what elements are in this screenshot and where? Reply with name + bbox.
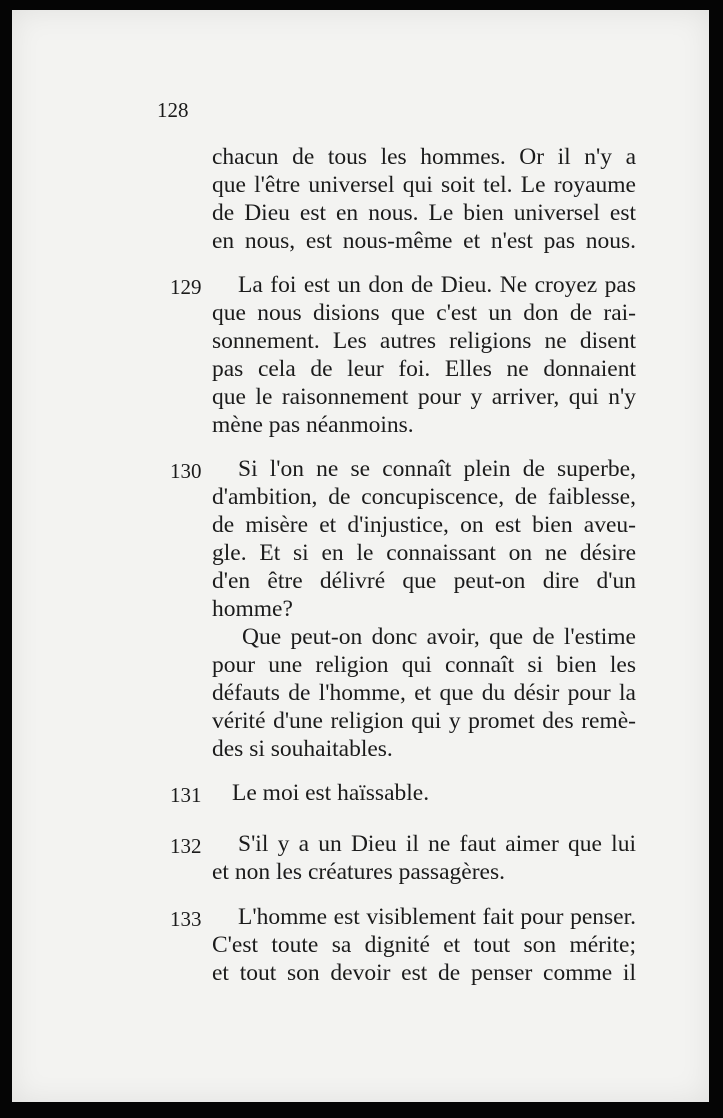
text-line: défauts de l'homme, et que du désir pour la [212, 680, 636, 706]
text-line: L'homme est visiblement fait pour penser. [238, 904, 636, 930]
fragment-number: 133 [170, 907, 202, 931]
text-line: en nous, est nous-même et n'est pas nous. [212, 228, 636, 254]
text-line: d'ambition, de concupiscence, de faiblesse, [212, 484, 636, 510]
text-line: et tout son devoir est de penser comme il [212, 960, 636, 986]
fragment-number: 130 [170, 459, 202, 483]
text-line: que nous disions que c'est un don de rai- [212, 300, 636, 326]
text-line: Le moi est haïssable. [232, 780, 430, 806]
fragment-number: 132 [170, 834, 202, 858]
text-line: de Dieu est en nous. Le bien universel est [212, 200, 636, 226]
fragment-number: 131 [170, 783, 202, 807]
text-line: vérité d'une religion qui y promet des remè- [212, 708, 636, 734]
text-line: homme? [212, 596, 293, 622]
text-line: S'il y a un Dieu il ne faut aimer que lui [238, 831, 636, 857]
book-page [12, 10, 709, 1102]
text-line: d'en être délivré que peut-on dire d'un [212, 568, 636, 594]
text-line: des si souhaitables. [212, 736, 393, 762]
page-number: 128 [157, 98, 189, 122]
text-line: mène pas néanmoins. [212, 412, 414, 438]
text-line: que le raisonnement pour y arriver, qui n'y [212, 384, 636, 410]
text-line: et non les créatures passagères. [212, 859, 505, 885]
text-line: chacun de tous les hommes. Or il n'y a [212, 144, 636, 170]
text-line: C'est toute sa dignité et tout son mérite; [212, 932, 636, 958]
text-line: pas cela de leur foi. Elles ne donnaient [212, 356, 636, 382]
text-line: gle. Et si en le connaissant on ne désire [212, 540, 636, 566]
fragment-number: 129 [170, 275, 202, 299]
text-line: La foi est un don de Dieu. Ne croyez pas [238, 272, 636, 298]
text-line: Si l'on ne se connaît plein de superbe, [238, 456, 636, 482]
text-line: Que peut-on donc avoir, que de l'estime [242, 624, 636, 650]
text-line: pour une religion qui connaît si bien les [212, 652, 636, 678]
text-line: que l'être universel qui soit tel. Le royaume [212, 172, 636, 198]
text-line: sonnement. Les autres religions ne disent [212, 328, 636, 354]
text-line: de misère et d'injustice, on est bien aveu- [212, 512, 636, 538]
